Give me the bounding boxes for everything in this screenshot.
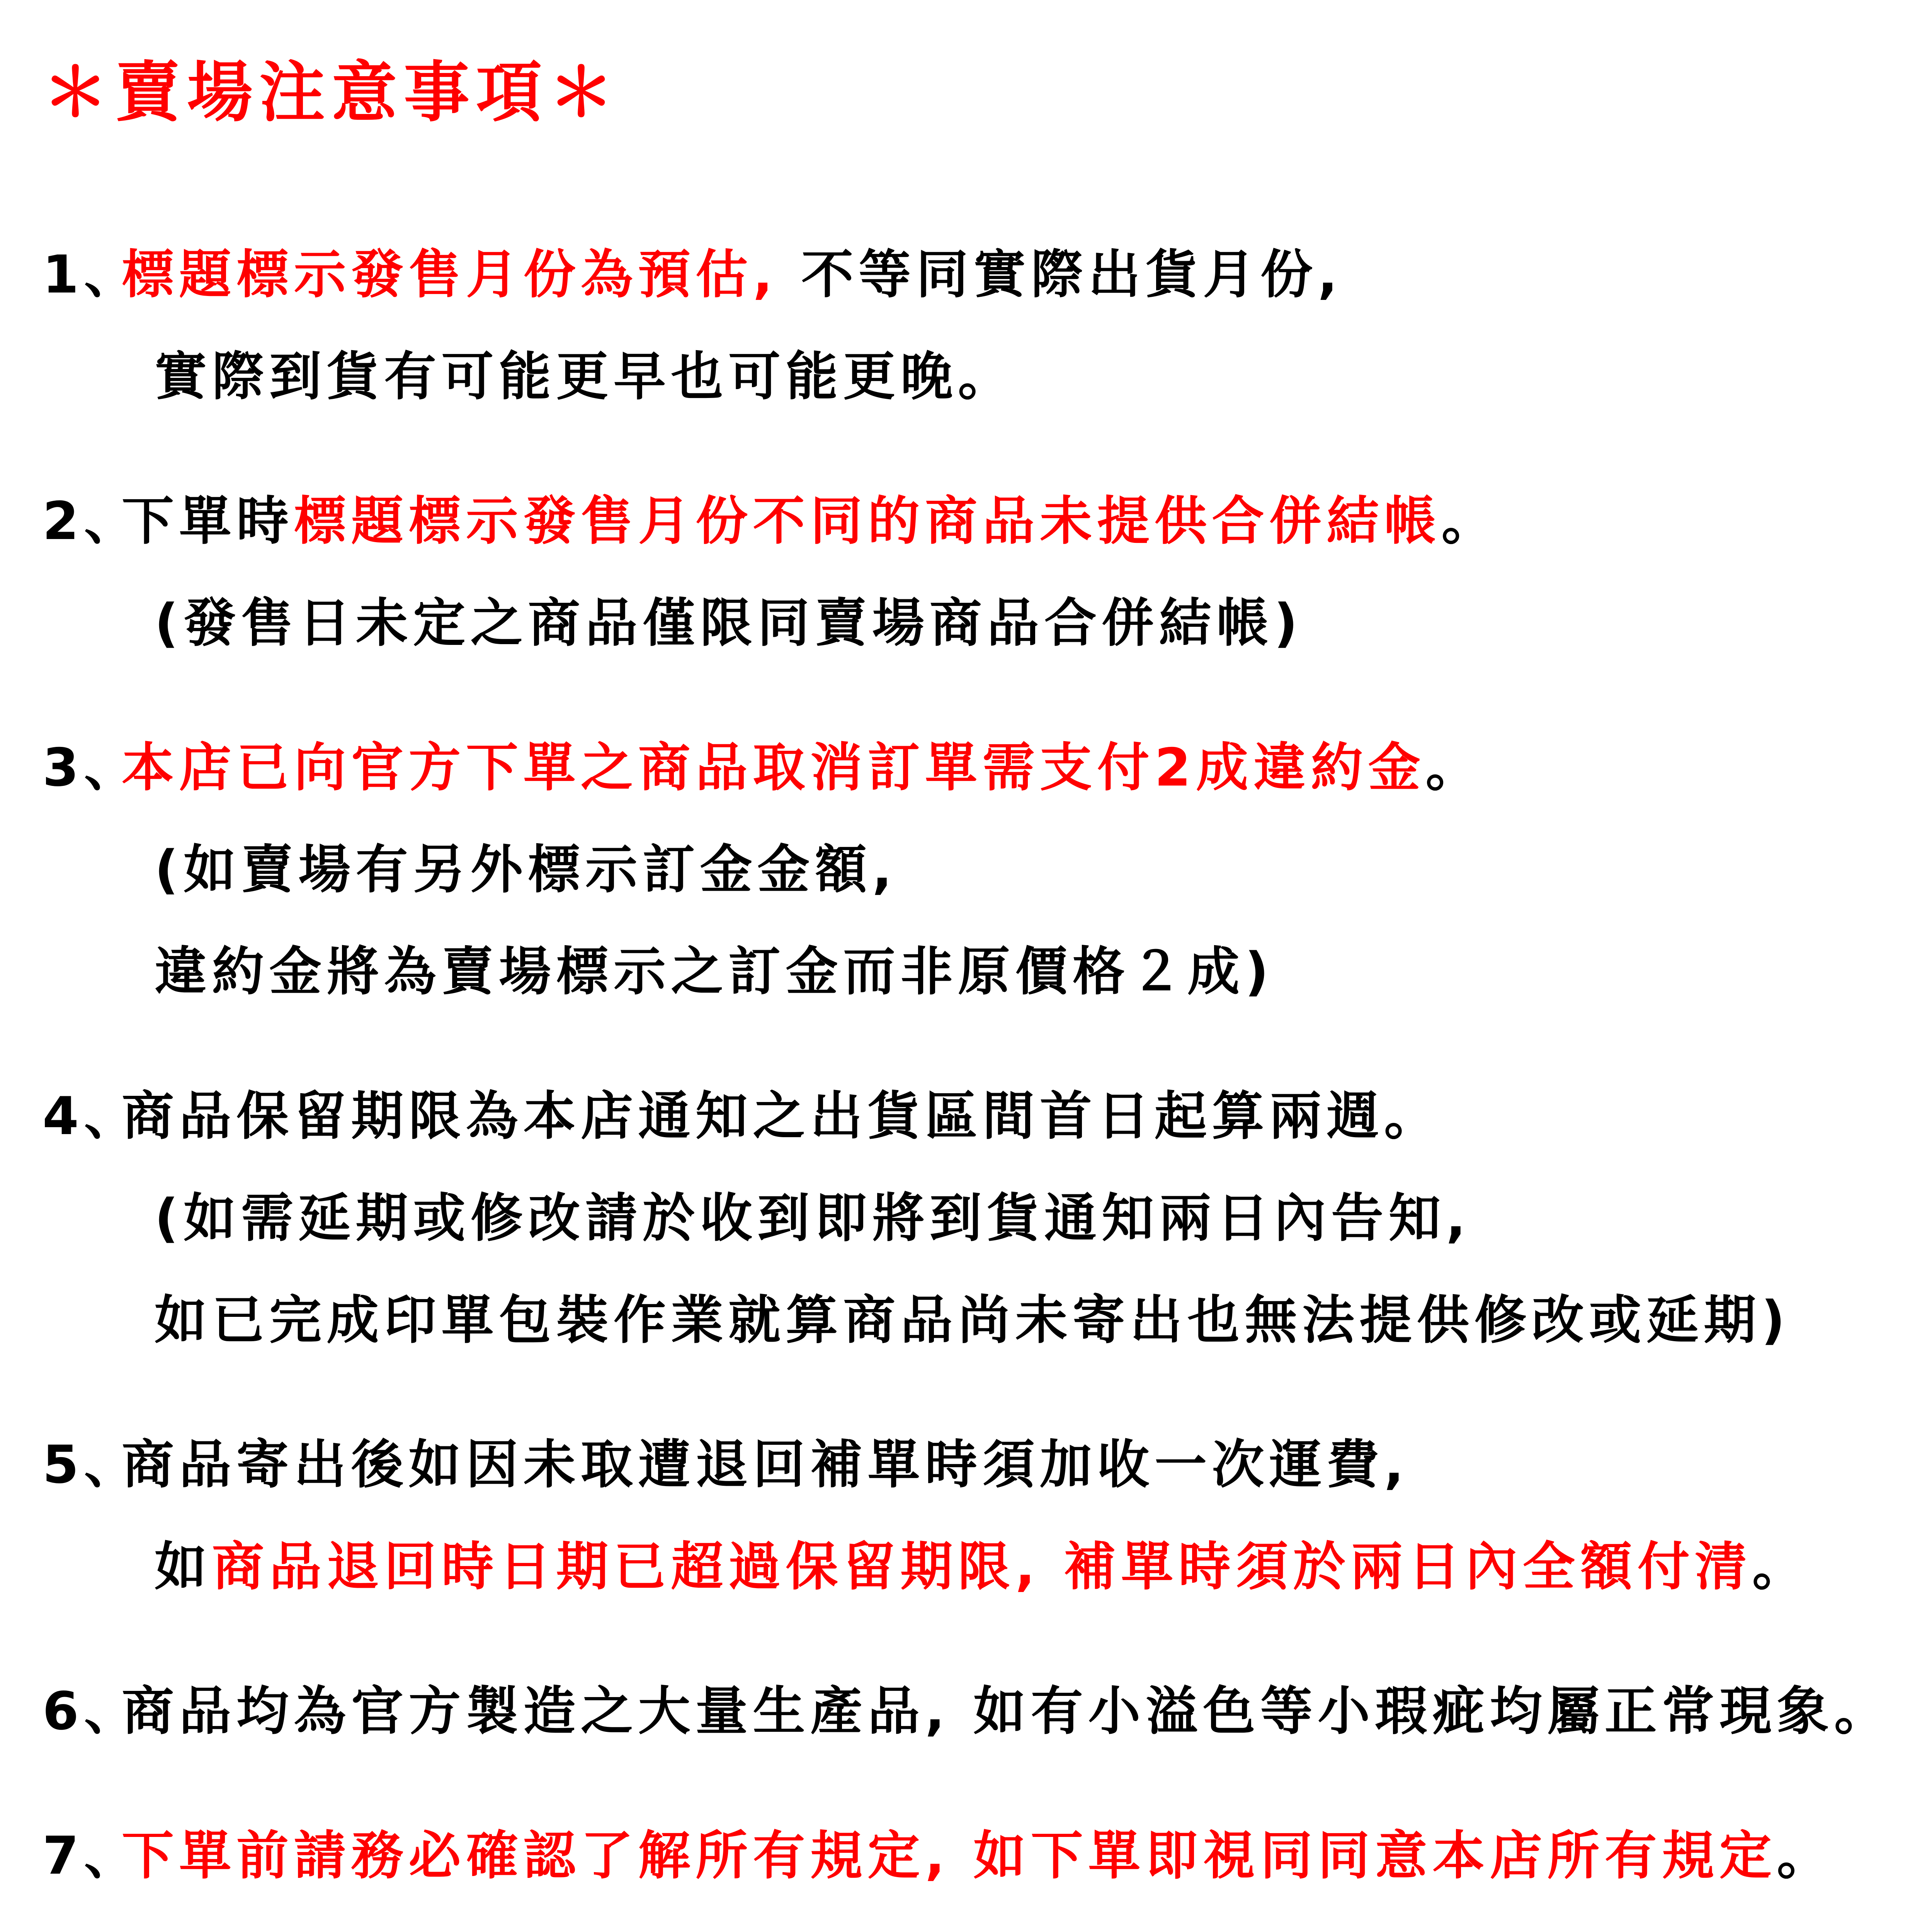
notice-list <box>43 238 1893 1892</box>
item-number: 1、 <box>43 244 141 305</box>
item-number: 5、 <box>43 1434 141 1495</box>
page-title: ＊賣場注意事項＊ <box>43 54 621 131</box>
notice-line <box>122 935 1893 1008</box>
text-segment: 。 <box>1777 1825 1834 1886</box>
text-segment: 商品寄出後如因未取遭退回補單時須加收一次運費, <box>122 1434 1409 1495</box>
notice-line <box>122 1182 1893 1255</box>
notice-line <box>122 1675 1893 1748</box>
notice-line <box>122 1428 1893 1501</box>
item-lines <box>122 485 1893 660</box>
text-segment: 下單前請務必確認了解所有規定, 如下單即視同同意本店所有規定 <box>122 1825 1777 1886</box>
notice-line <box>122 340 1893 413</box>
text-segment: 。 <box>1752 1536 1810 1597</box>
text-segment: 商品退回時日期已超過保留期限, 補單時須於兩日內全額付清 <box>212 1536 1752 1597</box>
item-lines <box>122 1675 1893 1748</box>
text-segment: 。 <box>1441 491 1499 551</box>
text-segment: (發售日未定之商品僅限同賣場商品合併結帳) <box>155 593 1303 653</box>
item-lines <box>122 1428 1893 1603</box>
notice-line <box>122 833 1893 906</box>
item-number: 2、 <box>43 491 141 551</box>
text-segment: (如需延期或修改請於收到即將到貨通知兩日內告知, <box>155 1188 1471 1248</box>
text-segment: 不等同實際出貨月份, <box>801 244 1343 305</box>
text-segment: 標題標示發售月份為預估, <box>122 244 801 305</box>
item-number: 6、 <box>43 1681 141 1742</box>
notice-item-4 <box>43 1080 1893 1357</box>
notice-item-7 <box>43 1819 1893 1892</box>
text-segment: 商品保留期限為本店通知之出貨區間首日起算兩週。 <box>122 1086 1442 1146</box>
notice-line <box>122 587 1893 660</box>
item-lines <box>122 1819 1893 1892</box>
text-segment: 實際到貨有可能更早也可能更晚。 <box>155 346 1015 407</box>
item-lines <box>122 731 1893 1008</box>
notice-line <box>122 1284 1893 1357</box>
text-segment: 違約金將為賣場標示之訂金而非原價格２成) <box>155 941 1274 1002</box>
notice-item-5 <box>43 1428 1893 1603</box>
notice-item-2 <box>43 485 1893 660</box>
notice-item-1 <box>43 238 1893 413</box>
text-segment: (如賣場有另外標示訂金金額, <box>155 839 897 900</box>
item-lines <box>122 1080 1893 1357</box>
notice-item-6 <box>43 1675 1893 1748</box>
notice-item-3 <box>43 731 1893 1008</box>
text-segment: 。 <box>1425 737 1483 798</box>
notice-line <box>122 1819 1893 1892</box>
text-segment: 標題標示發售月份不同的商品未提供合併結帳 <box>294 491 1442 551</box>
notice-line <box>122 485 1893 558</box>
notice-line <box>122 731 1893 804</box>
item-number: 3、 <box>43 737 141 798</box>
text-segment: 如已完成印單包裝作業就算商品尚未寄出也無法提供修改或延期) <box>155 1290 1791 1350</box>
item-lines <box>122 238 1893 413</box>
text-segment: 下單時 <box>122 491 294 551</box>
item-number: 7、 <box>43 1825 141 1886</box>
notice-line <box>122 238 1893 311</box>
text-segment: 如 <box>155 1536 212 1597</box>
notice-line <box>122 1080 1893 1153</box>
item-number: 4、 <box>43 1086 141 1146</box>
text-segment: 商品均為官方製造之大量生產品, 如有小溢色等小瑕疵均屬正常現象。 <box>122 1681 1892 1742</box>
text-segment: 本店已向官方下單之商品取消訂單需支付2成違約金 <box>122 737 1426 798</box>
notice-line <box>122 1530 1893 1603</box>
